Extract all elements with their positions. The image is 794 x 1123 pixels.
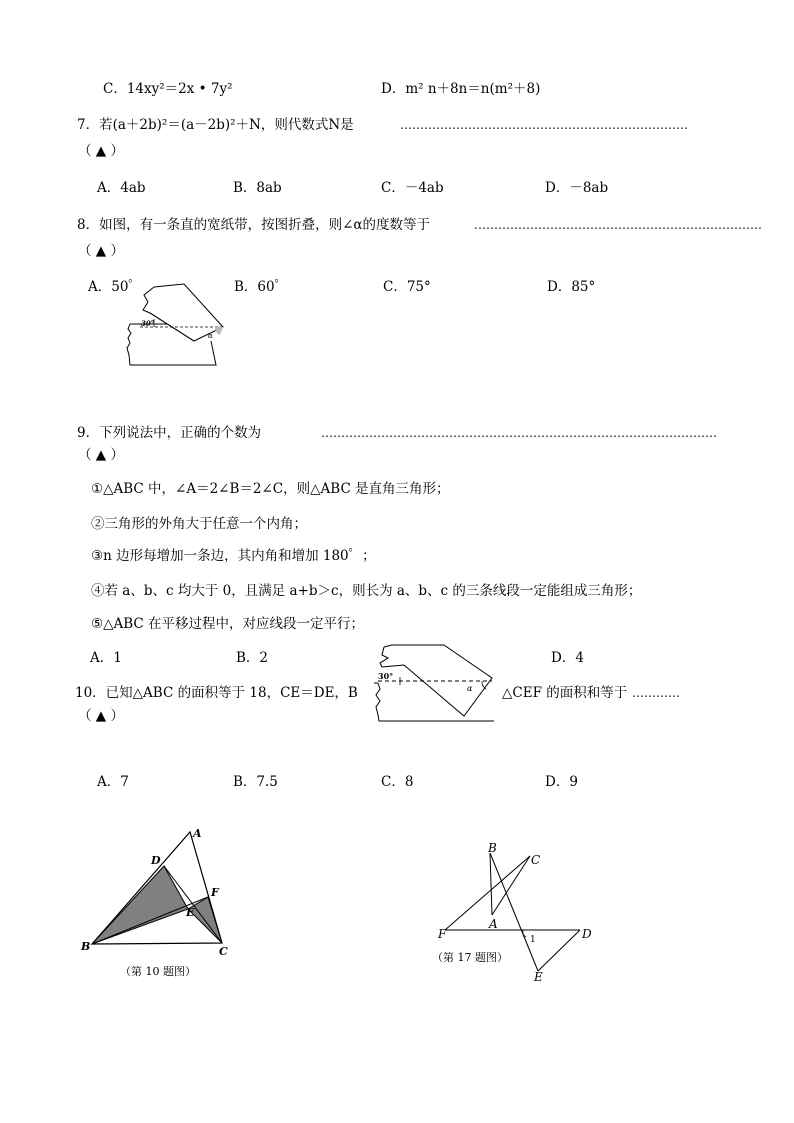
q10-leader-dots: ………… [632,686,680,700]
q9-statement-1: ①△ABC 中，∠A＝2∠B＝2∠C，则△ABC 是直角三角形； [91,481,450,497]
fig10-label-d: D [151,854,161,867]
q10-option-c: C．8 [381,774,414,790]
q7-option-d: D．－8ab [545,180,609,196]
fig17-label-d: D [582,927,592,941]
q9-statement-3: ③n 边形每增加一条边，其内角和增加 180゜； [91,548,376,564]
q7-option-c: C．－4ab [381,180,444,196]
q8-stem: 8．如图，有一条直的宽纸带，按图折叠，则∠α的度数等于 [77,217,431,233]
q10-stem-left: 10．已知△ABC 的面积等于 18，CE＝DE，B [75,685,358,701]
q7-stem: 7．若(a＋2b)²＝(a－2b)²＋N，则代数式N是 [77,117,354,133]
q7-leader-dots: ……………………………………………………………… [400,118,688,132]
q7-option-a: A．4ab [97,180,146,196]
fig10-label-a: A [193,827,202,840]
q10-option-d: D．9 [545,774,578,790]
fig10-label-f: F [211,886,219,899]
fig17-label-e: E [534,970,543,984]
q7-answer-mark: （ ▲ ） [78,143,124,159]
q8-option-a: A．50゜ [88,279,142,295]
fig17-label-f: F [438,927,447,941]
q9-statement-4: ④若 a、b、c 均大于 0，且满足 a+b＞c，则长为 a、b、c 的三条线段一定能组成三角形； [91,583,642,599]
q10-option-a: A．7 [97,774,129,790]
fig10-label-b: B [81,940,91,953]
q9-option-a: A．1 [90,650,122,666]
fig10-label-e: E [186,906,195,919]
q8-option-d: D．85° [547,279,596,295]
q9-fig-angle-label: 30° [378,671,394,681]
fig17-label-angle-1: 1 [530,935,536,945]
q8-answer-mark: （ ▲ ） [78,243,124,259]
q8-fig-angle-label: 30° [141,319,155,328]
q7-option-b: B．8ab [233,180,282,196]
fig17-label-a: A [489,917,498,931]
q6-option-d: D．m² n＋8n＝n(m²＋8) [381,81,541,97]
q9-statement-5: ⑤△ABC 在平移过程中，对应线段一定平行； [91,616,365,632]
q10-answer-mark: （ ▲ ） [78,708,124,724]
fig10-caption: （第 10 题图） [120,965,196,978]
q6-option-c: C．14xy²＝2x • 7y² [103,81,233,97]
q8-option-b: B．60゜ [234,279,289,295]
q10-stem-right: △CEF 的面积和等于 [502,685,628,701]
q9-answer-mark: （ ▲ ） [78,447,124,463]
q9-leader-dots: ……………………………………………………………………………………… [321,426,717,440]
fig17-caption: （第 17 题图） [432,951,508,964]
fig17-label-c: C [531,853,541,867]
fig17-label-b: B [488,841,497,855]
q8-fig-alpha-label: α [208,332,213,340]
q8-leader-dots: ……………………………………………………………… [474,218,762,232]
q9-fig-alpha-label: α [467,684,473,693]
q9-statement-2: ②三角形的外角大于任意一个内角； [91,516,307,532]
q9-option-b: B．2 [236,650,269,666]
fig10-label-c: C [219,945,228,958]
q9-stem: 9．下列说法中，正确的个数为 [77,425,262,441]
q10-option-b: B．7.5 [233,774,278,790]
q8-option-c: C．75° [383,279,431,295]
q9-option-d: D．4 [551,650,584,666]
